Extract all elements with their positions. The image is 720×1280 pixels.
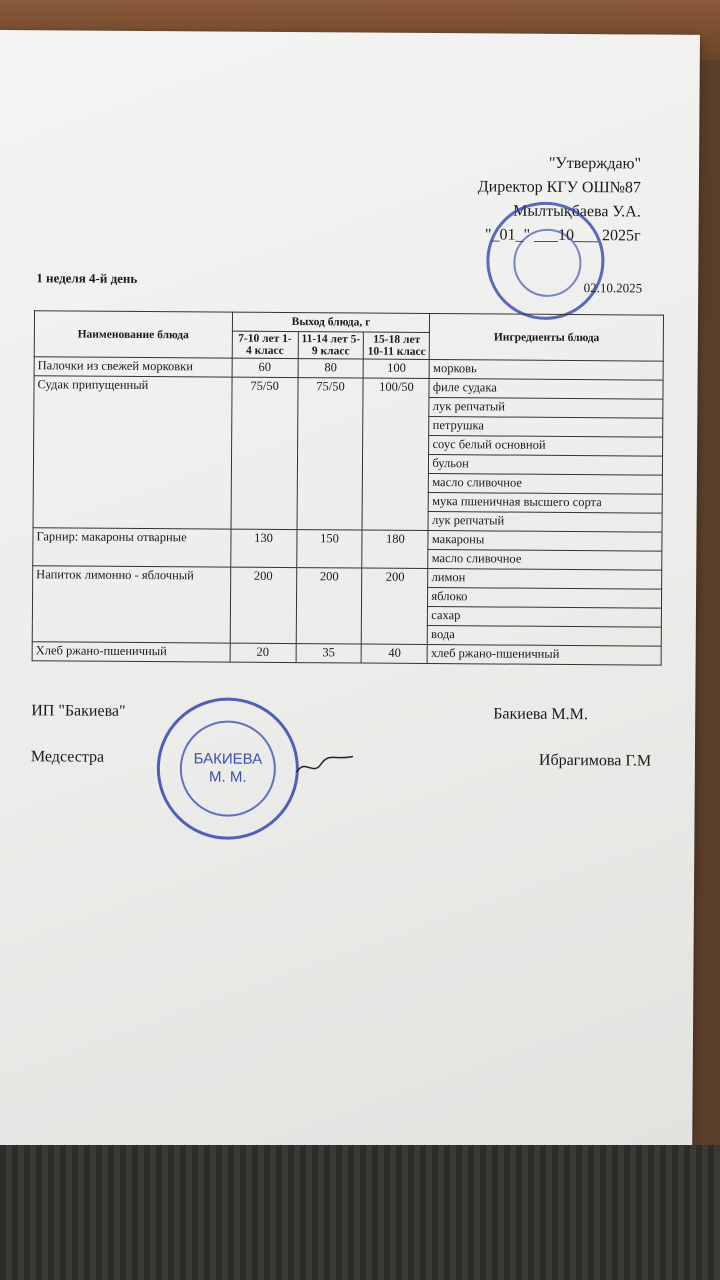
portion-7-10: 60 — [232, 358, 298, 377]
ingredient: яблоко — [428, 588, 662, 609]
ingredient: лук репчатый — [429, 398, 663, 419]
approval-position: Директор КГУ ОШ№87 — [477, 178, 641, 197]
dish-name: Гарнир: макароны отварные — [33, 528, 231, 567]
portion-7-10: 200 — [230, 567, 296, 643]
menu-document — [0, 30, 700, 1155]
header-age-11-14: 11-14 лет 5-9 класс — [298, 332, 364, 359]
header-age-7-10: 7-10 лет 1-4 класс — [232, 331, 298, 358]
dish-name: Напиток лимонно - яблочный — [32, 566, 230, 643]
table-row — [33, 566, 662, 589]
portion-7-10: 20 — [230, 643, 296, 662]
nurse-name: Ибрагимова Г.М — [538, 751, 652, 770]
dish-name: Палочки из свежей морковки — [34, 357, 232, 377]
ingredient: макароны — [428, 531, 662, 552]
portion-15-18: 40 — [362, 644, 428, 663]
header-age-15-18: 15-18 лет 10-11 класс — [364, 332, 430, 359]
stamp-line-1: БАКИЕВА — [193, 750, 263, 768]
table-row — [33, 528, 662, 551]
ingredient: сахар — [428, 607, 662, 628]
portion-11-14: 35 — [296, 644, 362, 663]
portion-15-18: 100 — [364, 359, 430, 378]
portion-11-14: 75/50 — [297, 378, 364, 530]
portion-11-14: 150 — [296, 530, 362, 568]
ingredient: петрушка — [429, 417, 663, 438]
dish-name: Хлеб ржано-пшеничный — [32, 642, 230, 662]
nurse-label: Медсестра — [30, 748, 105, 766]
school-seal — [486, 201, 605, 320]
header-ingredients: Ингредиенты блюда — [430, 314, 664, 362]
ip-stamp — [156, 697, 299, 840]
menu-table — [32, 310, 664, 665]
dish-name: Судак припущенный — [33, 376, 232, 529]
portion-15-18: 180 — [362, 530, 428, 568]
stamp-line-2: М. М. — [208, 768, 247, 786]
ingredient: филе судака — [429, 379, 663, 400]
portion-11-14: 80 — [298, 359, 364, 378]
approval-name: Мылтықбаева У.А. — [513, 202, 641, 221]
ip-label: ИП "Бакиева" — [31, 702, 126, 720]
ingredient: масло сливочное — [429, 474, 663, 495]
approval-title: "Утверждаю" — [548, 154, 642, 173]
nurse-signature — [295, 750, 355, 780]
header-output: Выход блюда, г — [232, 312, 430, 332]
ingredient: лимон — [428, 569, 662, 590]
portion-15-18: 200 — [362, 568, 428, 644]
table-row — [34, 376, 663, 399]
approval-date: "_01_" ___10___ 2025г — [484, 226, 641, 245]
menu-day: 1 неделя 4-й день — [36, 270, 138, 286]
portion-11-14: 200 — [296, 568, 362, 644]
ip-name: Бакиева М.М. — [493, 705, 588, 724]
fabric-background — [0, 1145, 720, 1280]
ingredient: масло сливочное — [428, 550, 662, 571]
portion-7-10: 130 — [230, 529, 296, 567]
ingredient: соус белый основной — [429, 436, 663, 457]
ingredient: бульон — [429, 455, 663, 476]
ingredient: лук репчатый — [428, 512, 662, 533]
header-dish-name: Наименование блюда — [34, 311, 232, 358]
table-row — [32, 642, 661, 665]
ingredient: морковь — [429, 360, 663, 381]
ingredient: вода — [428, 626, 662, 647]
ingredient: хлеб ржано-пшеничный — [427, 645, 661, 666]
menu-date: 02.10.2025 — [583, 280, 643, 296]
portion-7-10: 75/50 — [231, 377, 298, 529]
ingredient: мука пшеничная высшего сорта — [429, 493, 663, 514]
portion-15-18: 100/50 — [363, 378, 430, 530]
